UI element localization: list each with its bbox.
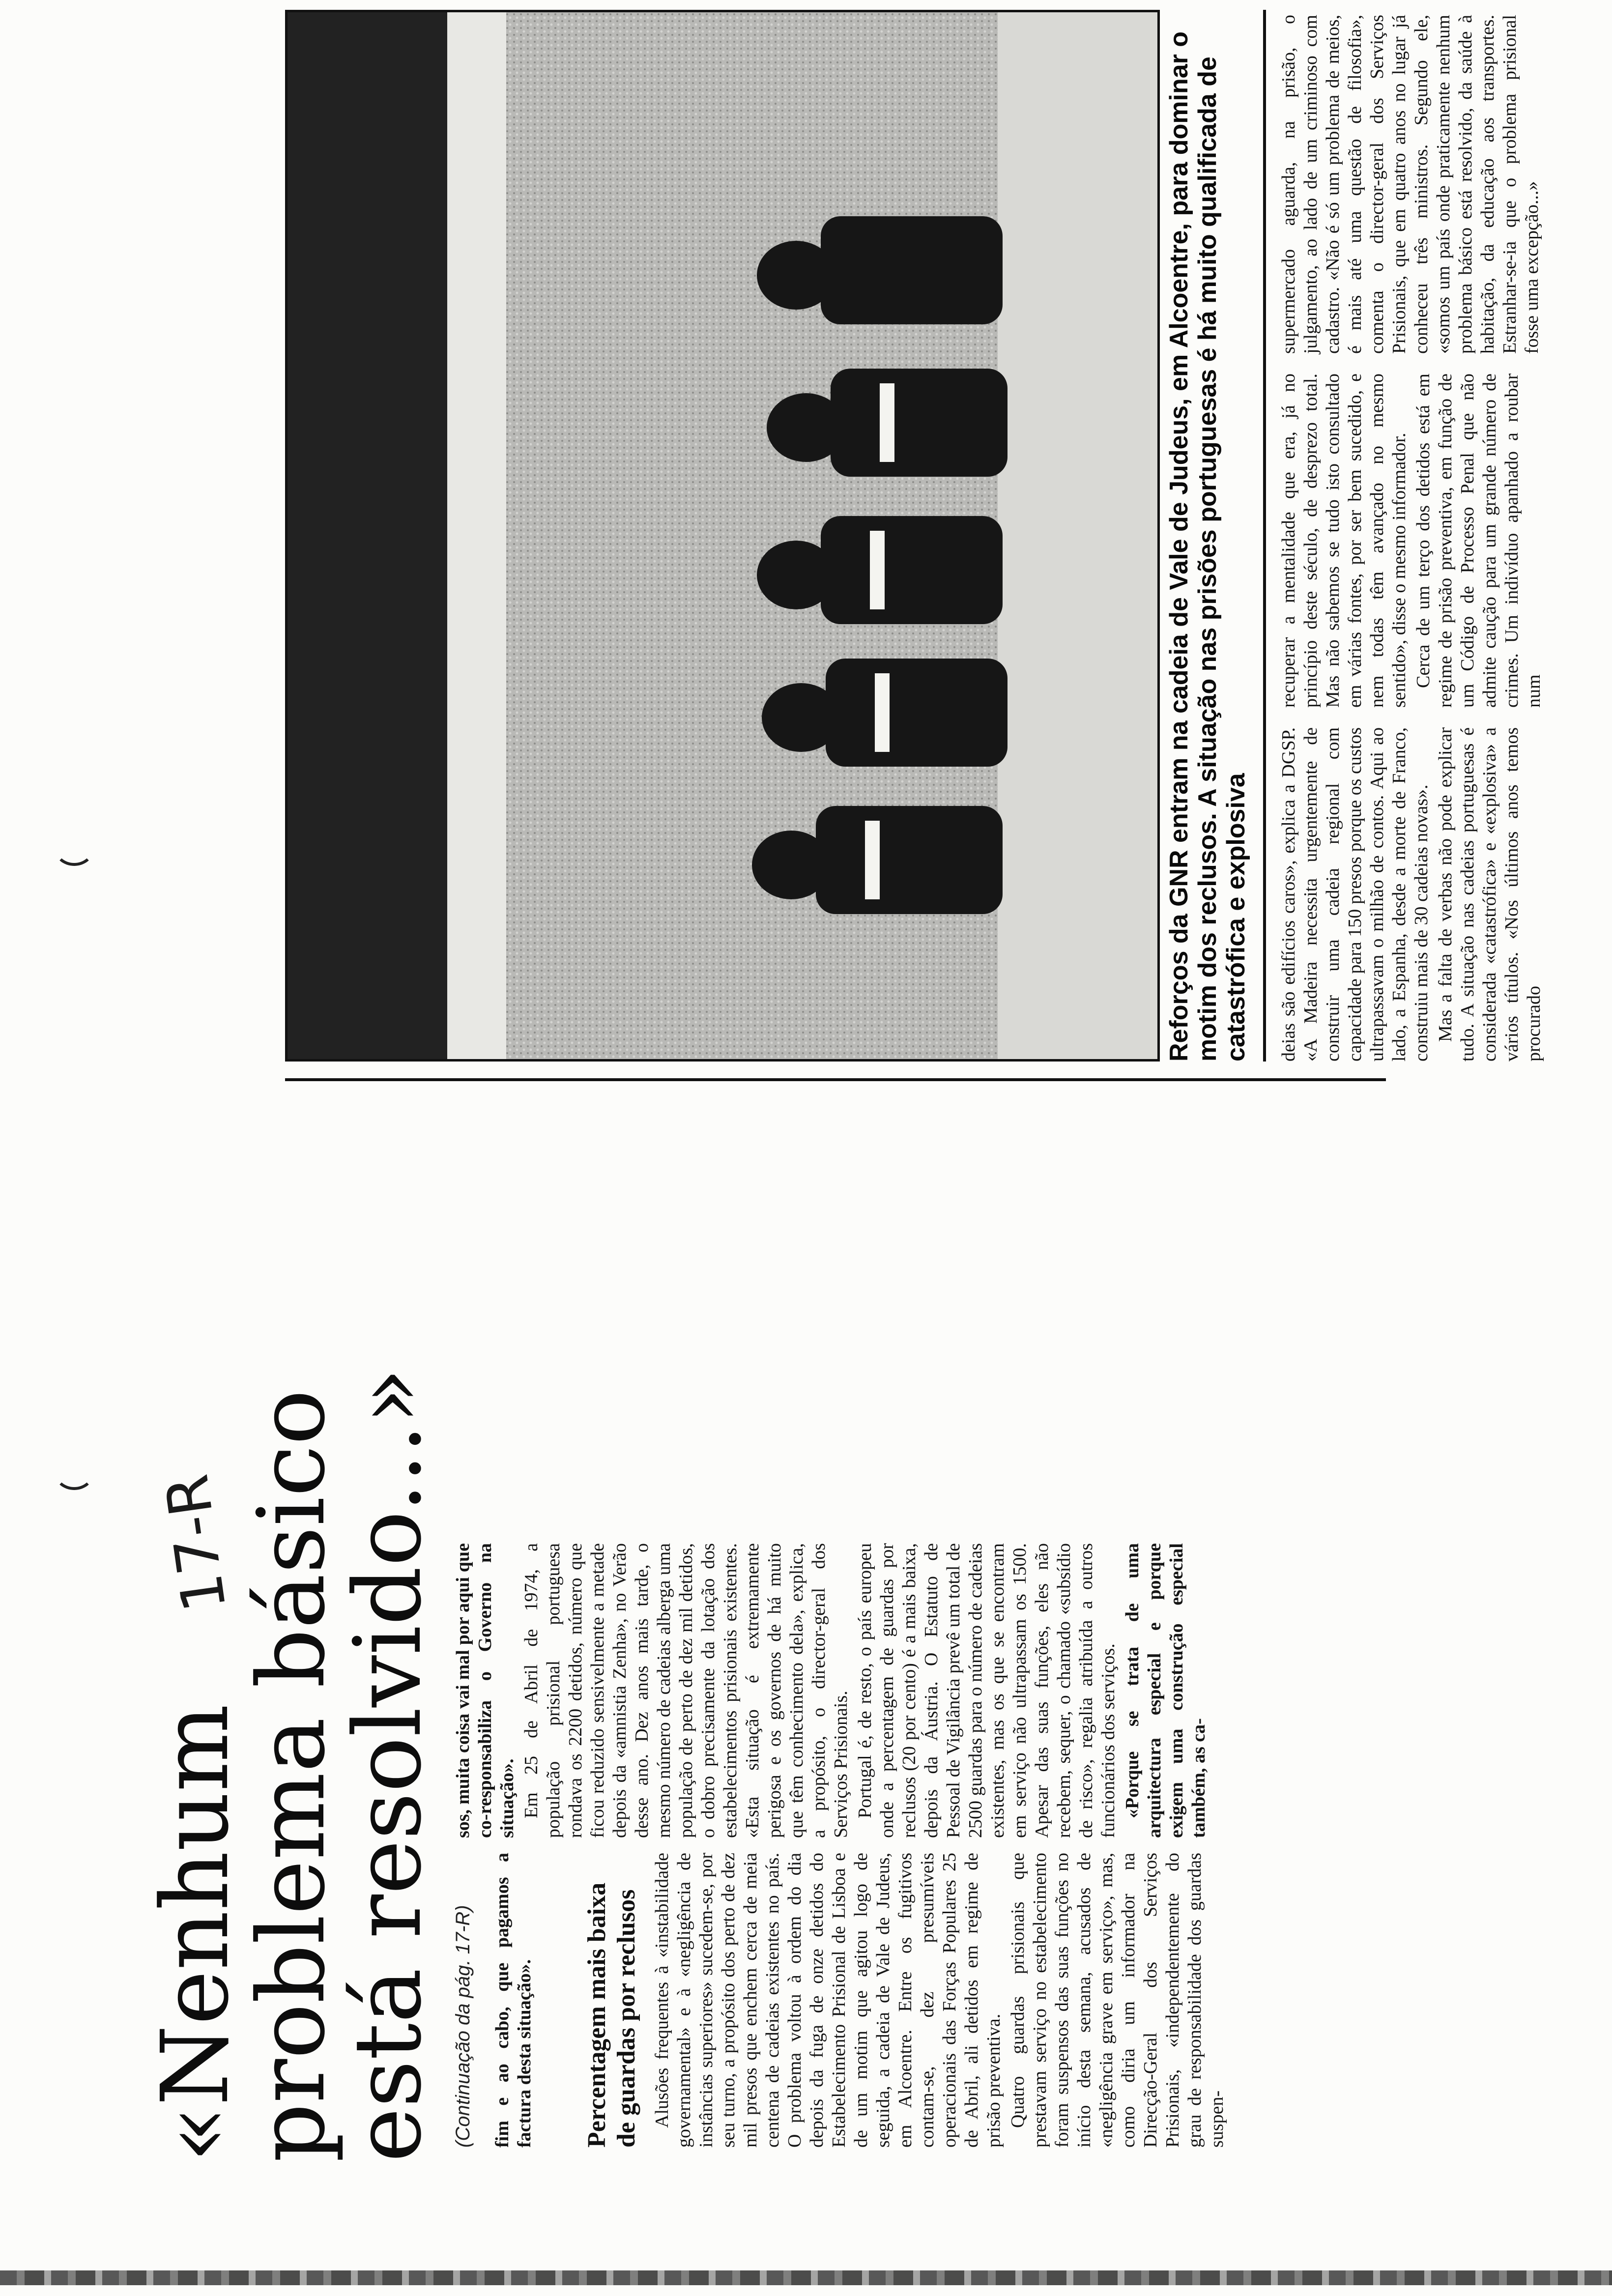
headline-line-3: está resolvido...» <box>334 1368 442 2162</box>
lead-fragment-column <box>491 1853 538 2148</box>
column-3-paragraph: Mas a falta de verbas não pode explicar tudo. A situação nas cadeias portuguesas é considerada «catastrófica» e «explosiva» a vários títulos. «Nos últimos anos temos procurado <box>1435 727 1544 1062</box>
column-3 <box>1278 727 1547 1062</box>
column-2 <box>452 1543 1212 1838</box>
headline <box>142 1120 442 2162</box>
subheading: Percentagem mais baixa de guardas por reclusos <box>583 1882 640 2148</box>
punch-hole-mark <box>54 831 94 866</box>
newspaper-clipping <box>138 10 1544 2182</box>
column-5 <box>1278 15 1545 354</box>
handwritten-note: 17-R <box>153 1470 240 1616</box>
column-4-paragraph: recuperar a mentalidade que era, já no princípio deste século, de desprezo total. Mas não sabemos se tudo isto consultado em várias fontes, por ser bem sucedido, e nem todas têm avançado no mesmo sentido», disse o mesmo informador. <box>1278 373 1410 708</box>
headline-line-1: «Nenhum <box>142 1704 249 2162</box>
column-2-paragraph: «Porque se trata de uma arquitectura especial e porque exigem uma construção especial também, as ca- <box>1122 1543 1209 1838</box>
scanner-edge-noise <box>0 2270 1612 2285</box>
column-2-paragraph: Portugal é, de resto, o país europeu onde a percentagem de guardas por reclusos (20 por cento) é a mais baixa, depois da Áustria. O Estatuto de Pessoal de Vigilância prevê um total de 2500 guardas para o número de cadeias existentes, mas os que se encontram em serviço não ultrapassam os 1500. Apesar das suas funções, eles não recebem, sequer, o chamado «subsídio de risco», regalia atribuída a outros funcionários dos serviços. <box>855 1543 1119 1838</box>
news-photo <box>285 10 1160 1062</box>
column-4-paragraph: Cerca de um terço dos detidos está em regime de prisão preventiva, em função de um Código de Processo Penal que não admite caução para um grande número de crimes. Um indivíduo apanhado a roubar num <box>1413 373 1544 708</box>
photo-caption: Reforços da GNR entram na cadeia de Vale de Judeus, em Alcoentre, para dominar o motim dos reclusos. A situação nas prisões portuguesas é há muito qualificada de catastrófica e explosiva <box>1165 31 1250 1062</box>
headline-line-2: problema básico <box>238 1389 345 2162</box>
column-5-paragraph: supermercado aguarda, na prisão, o julgamento, ao lado de um criminoso com cadastro. «Não é só um problema de meios, é mais até uma questão de filosofia», comenta o director-geral dos Serviços Prisionais, que em quatro anos no lugar já conheceu três ministros. Segundo ele, «somos um país onde praticamente nenhum problema básico está resolvido, da saúde à habitação, da educação aos transportes. Estranhar-se-ia que o problema prisional fosse uma excepção...» <box>1278 15 1542 354</box>
lead-fragment: fim e ao cabo, que pagamos a factura desta situação». <box>492 1853 535 2148</box>
punch-hole-mark <box>54 1455 94 1490</box>
column-rule <box>285 1078 1386 1081</box>
column-1 <box>651 1853 1230 2148</box>
column-2-paragraph: sos, muita coisa vai mal por aqui que co-responsabiliza o Governo na situação». <box>453 1543 518 1838</box>
photo-soldiers-image <box>285 10 1160 1062</box>
column-3-paragraph: deias são edifícios caros», explica a DGSP. «A Madeira necessita urgentemente de construir uma cadeia regional com capacidade para 150 presos porque os custos ultrapassavam o milhão de contos. Aqui ao lado, a Espanha, desde a morte de Franco, construiu mais de 30 cadeias novas». <box>1278 727 1432 1062</box>
column-4 <box>1278 373 1547 708</box>
column-1-paragraph: Quatro guardas prisionais que prestavam serviço no estabelecimento foram suspensos das suas funções no início desta semana, acusados de «negligência grave em serviço», mas, como diria um informador na Direcção-Geral dos Serviços Prisionais, «independentemente do grau de responsabilidade dos guardas suspen- <box>1008 1853 1227 2148</box>
column-2-paragraph: Em 25 de Abril de 1974, a população prisional portuguesa rondava os 2200 detidos, número que ficou reduzido sensivelmente a metade depois da «amnistia Zenha», no Verão desse ano. Dez anos mais tarde, o mesmo número de cadeias alberga uma população de perto de dez mil detidos, o dobro precisamente da lotação dos estabelecimentos prisionais existentes. «Esta situação é extremamente perigosa e os governos de há muito que têm conhecimento dela», explica, a propósito, o director-geral dos Serviços Prisionais. <box>521 1543 851 1838</box>
column-1-paragraph: Alusões frequentes à «instabilidade governamental» e à «negligência de instâncias superiores» sucedem-se, por seu turno, a propósito dos perto de dez mil presos que enchem cerca de meia centena de cadeias existentes no país. O problema voltou à ordem do dia depois da fuga de onze detidos do Estabelecimento Prisional de Lisboa e de um motim que agitou logo de seguida, a cadeia de Vale de Judeus, em Alcoentre. Entre os fugitivos contam-se, dez presumíveis operacionais das Forças Populares 25 de Abril, ali detidos em regime de prisão preventiva. <box>652 1853 1004 2148</box>
continuation-note: (Continuação da pág. 17-R) <box>452 1905 474 2148</box>
caption-rule <box>1263 10 1266 1062</box>
